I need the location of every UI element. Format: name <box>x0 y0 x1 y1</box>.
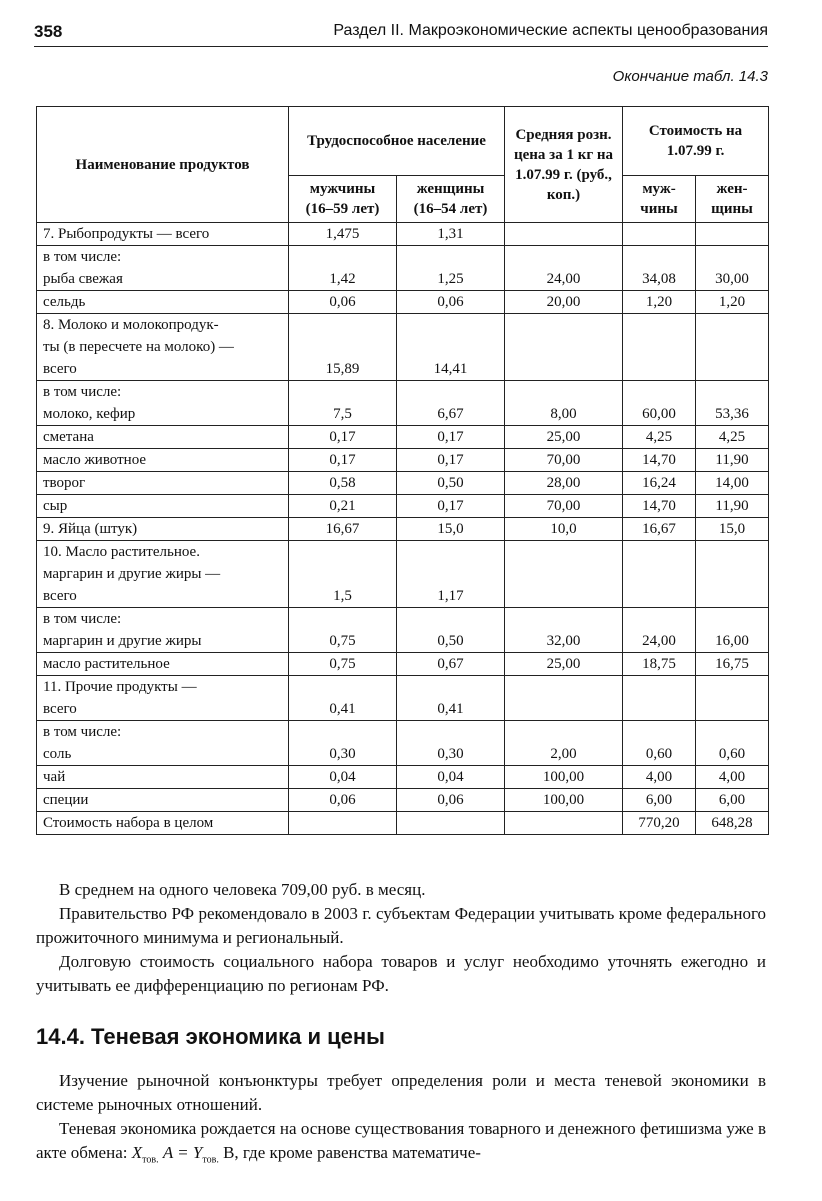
cost-women-cell <box>696 541 769 608</box>
men-cell: 0,06 <box>289 291 397 314</box>
men-cell: 0,75 <box>289 608 397 653</box>
cost-men-cell: 34,08 <box>623 246 696 291</box>
women-cell: 15,0 <box>397 518 505 541</box>
price-cell: 24,00 <box>505 246 623 291</box>
women-cell: 0,17 <box>397 426 505 449</box>
men-cell: 1,42 <box>289 246 397 291</box>
men-cell: 7,5 <box>289 381 397 426</box>
cost-women-cell: 1,20 <box>696 291 769 314</box>
table-row <box>37 721 769 766</box>
header-working-population: Трудоспособное население <box>289 107 505 176</box>
product-name-cell: 10. Масло растительное. маргарин и другие жиры — всего <box>37 541 289 608</box>
men-cell: 0,17 <box>289 449 397 472</box>
cost-men-cell <box>623 223 696 246</box>
product-name-cell: чай <box>37 766 289 789</box>
cost-men-cell: 14,70 <box>623 449 696 472</box>
cost-men-cell: 16,67 <box>623 518 696 541</box>
table-row <box>37 653 769 676</box>
cost-men-cell: 0,60 <box>623 721 696 766</box>
header-cost-women: жен-щины <box>696 176 769 223</box>
cost-women-cell <box>696 314 769 381</box>
cost-women-cell: 16,00 <box>696 608 769 653</box>
table-caption: Окончание табл. 14.3 <box>612 68 768 85</box>
cost-men-cell <box>623 314 696 381</box>
women-cell: 0,30 <box>397 721 505 766</box>
price-cell: 25,00 <box>505 426 623 449</box>
price-cell: 28,00 <box>505 472 623 495</box>
table-row <box>37 381 769 426</box>
header-cost: Стоимость на 1.07.99 г. <box>623 107 769 176</box>
cost-men-cell: 18,75 <box>623 653 696 676</box>
table-row <box>37 766 769 789</box>
table-row <box>37 608 769 653</box>
product-name-cell: сметана <box>37 426 289 449</box>
price-cell: 70,00 <box>505 449 623 472</box>
price-cell: 32,00 <box>505 608 623 653</box>
page-header <box>34 20 768 47</box>
product-name-cell: сыр <box>37 495 289 518</box>
paragraph-government: Правительство РФ рекомендовало в 2003 г. субъектам Федерации учитывать кроме федерального прожиточного минимума и региональный. <box>36 904 766 947</box>
product-name-cell: масло растительное <box>37 653 289 676</box>
product-name-cell: 9. Яйца (штук) <box>37 518 289 541</box>
women-cell: 0,50 <box>397 608 505 653</box>
women-cell: 0,06 <box>397 291 505 314</box>
section-title: 14.4. Теневая экономика и цены <box>36 1024 385 1049</box>
table-body <box>37 223 769 835</box>
cost-men-cell: 1,20 <box>623 291 696 314</box>
cost-men-cell: 14,70 <box>623 495 696 518</box>
women-cell: 0,50 <box>397 472 505 495</box>
cost-men-cell: 4,25 <box>623 426 696 449</box>
cost-women-cell: 11,90 <box>696 449 769 472</box>
header-price: Средняя розн. цена за 1 кг на 1.07.99 г. (руб., коп.) <box>505 107 623 223</box>
product-name-cell: 11. Прочие продукты — всего <box>37 676 289 721</box>
cost-women-cell: 14,00 <box>696 472 769 495</box>
table-row <box>37 789 769 812</box>
cost-women-cell <box>696 676 769 721</box>
men-cell: 0,30 <box>289 721 397 766</box>
cost-women-cell <box>696 223 769 246</box>
table-row <box>37 495 769 518</box>
women-cell: 0,67 <box>397 653 505 676</box>
price-cell: 20,00 <box>505 291 623 314</box>
men-cell: 15,89 <box>289 314 397 381</box>
cost-women-cell: 648,28 <box>696 812 769 835</box>
product-name-cell: творог <box>37 472 289 495</box>
food-basket-table <box>36 106 769 835</box>
table-row <box>37 812 769 835</box>
paragraph-shadow-economy: Теневая экономика рождается на основе существования товарного и денежного фетишизма уже в акте обмена: $X_{тов.}$ $A = Y_{тов.}$ B, где кроме равенства математиче- <box>36 1119 766 1166</box>
header-women: женщины (16–54 лет) <box>397 176 505 223</box>
cost-men-cell: 4,00 <box>623 766 696 789</box>
table-row <box>37 426 769 449</box>
women-cell <box>397 812 505 835</box>
women-cell: 1,25 <box>397 246 505 291</box>
cost-men-cell: 24,00 <box>623 608 696 653</box>
men-cell: 16,67 <box>289 518 397 541</box>
product-name-cell: в том числе: рыба свежая <box>37 246 289 291</box>
cost-men-cell <box>623 676 696 721</box>
price-cell <box>505 812 623 835</box>
paragraph-average: В среднем на одного человека 709,00 руб. в месяц. <box>59 880 426 899</box>
price-cell: 100,00 <box>505 766 623 789</box>
women-cell: 0,17 <box>397 449 505 472</box>
cost-men-cell: 6,00 <box>623 789 696 812</box>
cost-women-cell: 30,00 <box>696 246 769 291</box>
table-row <box>37 472 769 495</box>
paragraph-cost-update: Долговую стоимость социального набора товаров и услуг необходимо уточнять ежегодно и учитывать ее дифференциацию по регионам РФ. <box>36 952 766 995</box>
price-cell: 100,00 <box>505 789 623 812</box>
product-name-cell: 8. Молоко и молокопродук- ты (в пересчете на молоко) — всего <box>37 314 289 381</box>
cost-women-cell: 4,25 <box>696 426 769 449</box>
women-cell: 0,04 <box>397 766 505 789</box>
product-name-cell: сельдь <box>37 291 289 314</box>
cost-men-cell: 770,20 <box>623 812 696 835</box>
cost-women-cell: 4,00 <box>696 766 769 789</box>
cost-women-cell: 15,0 <box>696 518 769 541</box>
price-cell: 2,00 <box>505 721 623 766</box>
cost-men-cell: 60,00 <box>623 381 696 426</box>
running-title: Раздел II. Макроэкономические аспекты ценообразования <box>333 22 768 39</box>
table-row <box>37 246 769 291</box>
women-cell: 6,67 <box>397 381 505 426</box>
price-cell <box>505 541 623 608</box>
product-name-cell: в том числе: молоко, кефир <box>37 381 289 426</box>
men-cell: 0,17 <box>289 426 397 449</box>
product-name-cell: специи <box>37 789 289 812</box>
men-cell: 1,5 <box>289 541 397 608</box>
women-cell: 14,41 <box>397 314 505 381</box>
price-cell: 25,00 <box>505 653 623 676</box>
table-row <box>37 541 769 608</box>
price-cell <box>505 314 623 381</box>
price-cell <box>505 676 623 721</box>
cost-women-cell: 11,90 <box>696 495 769 518</box>
men-cell: 0,75 <box>289 653 397 676</box>
men-cell <box>289 812 397 835</box>
product-name-cell: Стоимость набора в целом <box>37 812 289 835</box>
women-cell: 0,06 <box>397 789 505 812</box>
men-cell: 0,04 <box>289 766 397 789</box>
product-name-cell: масло животное <box>37 449 289 472</box>
table-row <box>37 676 769 721</box>
men-cell: 1,475 <box>289 223 397 246</box>
cost-men-cell <box>623 541 696 608</box>
header-cost-men: муж-чины <box>623 176 696 223</box>
cost-women-cell: 0,60 <box>696 721 769 766</box>
price-cell: 10,0 <box>505 518 623 541</box>
price-cell: 8,00 <box>505 381 623 426</box>
table-row <box>37 314 769 381</box>
cost-women-cell: 53,36 <box>696 381 769 426</box>
men-cell: 0,58 <box>289 472 397 495</box>
men-cell: 0,41 <box>289 676 397 721</box>
product-name-cell: 7. Рыбопродукты — всего <box>37 223 289 246</box>
paragraph-market-research: Изучение рыночной конъюнктуры требует определения роли и места теневой экономики в системе рыночных отношений. <box>36 1071 766 1114</box>
table-row <box>37 223 769 246</box>
page-number: 358 <box>34 22 63 41</box>
table-row <box>37 291 769 314</box>
men-cell: 0,21 <box>289 495 397 518</box>
women-cell: 1,31 <box>397 223 505 246</box>
cost-women-cell: 6,00 <box>696 789 769 812</box>
women-cell: 0,17 <box>397 495 505 518</box>
header-men: мужчины (16–59 лет) <box>289 176 397 223</box>
cost-women-cell: 16,75 <box>696 653 769 676</box>
product-name-cell: в том числе: соль <box>37 721 289 766</box>
product-name-cell: в том числе: маргарин и другие жиры <box>37 608 289 653</box>
table-row <box>37 449 769 472</box>
table-row <box>37 518 769 541</box>
price-cell: 70,00 <box>505 495 623 518</box>
women-cell: 0,41 <box>397 676 505 721</box>
price-cell <box>505 223 623 246</box>
cost-men-cell: 16,24 <box>623 472 696 495</box>
men-cell: 0,06 <box>289 789 397 812</box>
women-cell: 1,17 <box>397 541 505 608</box>
header-name: Наименование продуктов <box>37 107 289 223</box>
